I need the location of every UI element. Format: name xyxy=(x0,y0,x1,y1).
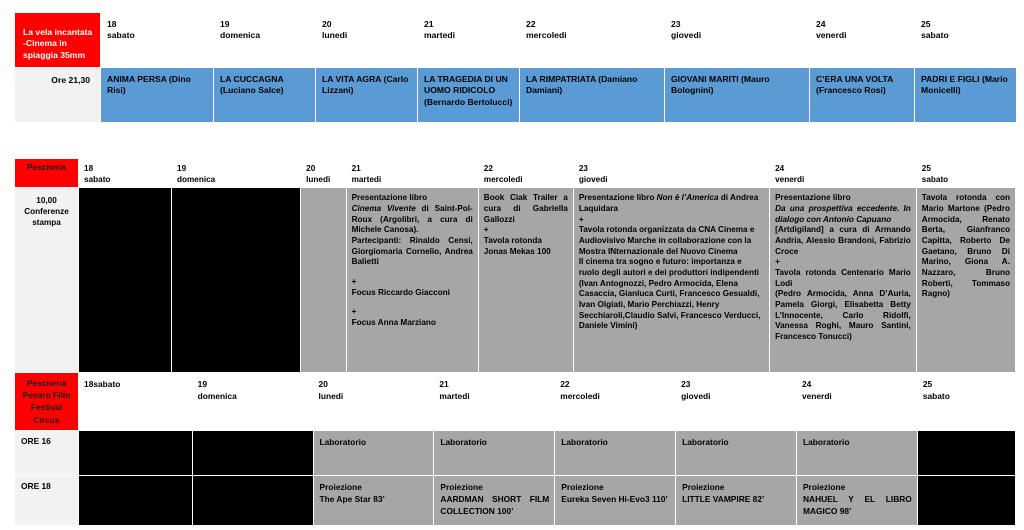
empty-cell-19 xyxy=(192,475,313,525)
lab-cell-20: Laboratorio xyxy=(313,430,434,475)
event-line: Presentazione libro xyxy=(351,193,428,203)
event-cell-22 xyxy=(478,188,573,378)
day-number: 23 xyxy=(578,164,588,173)
day-header-24 xyxy=(770,159,917,188)
empty-cell-25 xyxy=(917,475,1015,525)
lab-cell-22: Laboratorio xyxy=(555,430,676,475)
day-name: venerdi xyxy=(801,391,832,402)
day-header-24 xyxy=(796,373,917,431)
projection-label: Proiezione xyxy=(319,481,362,492)
day-name: sabato xyxy=(921,30,949,41)
day-header-24 xyxy=(810,13,915,68)
day-header-21 xyxy=(434,373,555,431)
event-line: Tavola rotonda xyxy=(483,235,542,245)
day-name: mercoledi xyxy=(560,391,600,402)
projection-cell-22 xyxy=(555,475,676,525)
table-row xyxy=(15,13,1017,68)
day-name: martedi xyxy=(424,30,456,41)
day-number: 24 xyxy=(801,379,812,389)
day-header-19 xyxy=(214,13,316,68)
day-number: 18 xyxy=(107,19,117,29)
day-header-23 xyxy=(573,159,769,188)
projection-title: AARDMAN SHORT FILM COLLECTION 100’ xyxy=(440,493,550,517)
event-line: Book Ciak Trailer a cura di Gabriella Gallozzi xyxy=(483,193,568,224)
film-cell-25: PADRI E FIGLI (Mario Monicelli) xyxy=(915,68,1017,123)
event-cell-23 xyxy=(573,188,769,378)
schedule-table-pescheria-conferenze xyxy=(14,158,1016,378)
book-title: Cinema Vivente xyxy=(351,203,416,213)
day-number: 22 xyxy=(483,164,493,173)
schedule-table-vela-incantata xyxy=(14,12,1017,123)
day-name: lunedi xyxy=(322,30,348,41)
day-number: 24 xyxy=(816,19,826,29)
event-line: + xyxy=(775,257,780,267)
lab-cell-23: Laboratorio xyxy=(676,430,797,475)
event-line: Jonas Mekas 100 xyxy=(483,246,551,256)
day-number: 19 xyxy=(197,379,207,389)
film-cell-19: LA CUCCAGNA (Luciano Salce) xyxy=(214,68,316,123)
day-name: giovedi xyxy=(578,174,608,184)
event-text: Presentazione libro xyxy=(578,193,657,203)
day-header-22 xyxy=(555,373,676,431)
event-line: + xyxy=(351,276,357,286)
day-header-18 xyxy=(79,373,193,431)
film-cell-22: LA RIMPATRIATA (Damiano Damiani) xyxy=(520,68,665,123)
film-cell-20: LA VITA AGRA (Carlo Lizzani) xyxy=(316,68,418,123)
table-row xyxy=(15,373,1016,431)
event-cell-24 xyxy=(770,188,917,378)
day-name: sabato xyxy=(84,174,111,184)
projection-label: Proiezione xyxy=(440,481,483,492)
day-name: lunedi xyxy=(318,391,344,402)
projection-label: Proiezione xyxy=(682,481,725,492)
table-row xyxy=(15,430,1016,475)
event-line: Il cinema tra sogno e futuro: importanza e ruolo degli autori e dei produttori indipendenti xyxy=(578,257,759,277)
film-cell-21: LA TRAGEDIA DI UN UOMO RIDICOLO (Bernardo Bertolucci) xyxy=(418,68,520,123)
day-header-25 xyxy=(916,159,1015,188)
projection-cell-24 xyxy=(796,475,917,525)
table-row xyxy=(15,475,1016,525)
projection-title: The Ape Star 83’ xyxy=(319,493,385,504)
day-name: mercoledi xyxy=(526,30,567,41)
event-line: Tavola rotonda organizzata da CNA Cinema e Audiovisivo Marche in collaborazione con la Mostra INternazionale del Nuovo Cinema xyxy=(578,225,755,256)
day-number: 18sabato xyxy=(84,379,121,389)
day-number: 25 xyxy=(921,19,931,29)
time-label-1000: 10,00 Conferenze stampa xyxy=(15,188,79,378)
empty-cell-19 xyxy=(172,188,301,378)
day-number: 18 xyxy=(84,164,94,173)
empty-cell-18 xyxy=(79,430,193,475)
empty-cell-18 xyxy=(79,188,172,378)
day-number: 25 xyxy=(921,164,931,173)
event-cell-25 xyxy=(916,188,1015,378)
day-number: 22 xyxy=(526,19,536,29)
projection-title: Eureka Seven Hi-Evo3 110’ xyxy=(561,493,668,504)
day-number: 21 xyxy=(439,379,449,389)
event-line: + xyxy=(351,307,357,317)
day-name: venerdi xyxy=(816,30,847,41)
event-line: + xyxy=(578,214,584,224)
projection-label: Proiezione xyxy=(802,481,846,492)
lab-cell-21: Laboratorio xyxy=(434,430,555,475)
book-title: Da una prospettiva eccedente. In dialogo con Antonio Capuano xyxy=(775,203,911,224)
venue-label-circus: Pescheria Pesaro Film Festival Circus xyxy=(15,373,79,431)
time-label-2130: Ore 21,30 xyxy=(15,68,101,123)
day-header-22 xyxy=(478,159,573,188)
event-line: (Ivan Antognozzi, Pedro Armocida, Elena Casaccia, Gianluca Curti, Francesco Gesualdi, Ivan Olgiati, Mario Perchiazzi, Henry Secchiaroli,Claudio Salvi, Francesco Verducci, Daniele Vimini) xyxy=(578,278,761,331)
event-line: Tavola rotonda con Mario Martone (Pedro Armocida, Renato Berta, Gianfranco Capitta, Roberto De Gaetano, Bruno Di Marino, Giona A. Nazzaro, Bruno Roberti, Tommaso Ragno) xyxy=(921,193,1010,299)
day-name: sabato xyxy=(107,30,135,41)
empty-cell-25 xyxy=(917,430,1015,475)
day-number: 24 xyxy=(775,164,785,173)
projection-label: Proiezione xyxy=(561,481,604,492)
day-header-20 xyxy=(301,159,346,188)
day-number: 25 xyxy=(922,379,933,389)
table-row xyxy=(15,68,1017,123)
day-name: domenica xyxy=(197,391,237,402)
event-line: Presentazione libro xyxy=(775,193,851,203)
book-title: Non è l’America xyxy=(656,193,719,203)
event-line xyxy=(579,193,764,214)
lab-cell-24: Laboratorio xyxy=(796,430,917,475)
event-line: Focus Riccardo Giacconi xyxy=(351,287,450,297)
event-line xyxy=(352,204,473,236)
day-number: 21 xyxy=(424,19,434,29)
event-line: (Pedro Armocida, Anna D’Auria, Pamela Giorgi, Elisabetta Betty L’Innocente, Carlo Ridolfi, Vanessa Roghi, Mauro Santini, Francesco Tonucci) xyxy=(775,289,911,341)
day-name: mercoledi xyxy=(483,174,523,184)
time-label-ore18: ORE 18 xyxy=(15,475,79,525)
spacer xyxy=(352,298,473,307)
day-number: 23 xyxy=(681,379,691,389)
day-header-18 xyxy=(79,159,172,188)
spacer xyxy=(352,268,473,277)
film-cell-24: C’ERA UNA VOLTA (Francesco Rosi) xyxy=(810,68,915,123)
day-number: 21 xyxy=(351,164,361,173)
book-detail: di Saint-Pol-Roux (Argolibri, a cura di Michele Canosa). xyxy=(351,203,473,235)
day-number: 20 xyxy=(306,164,316,173)
event-line: + xyxy=(483,225,489,235)
day-header-20 xyxy=(316,13,418,68)
projection-cell-21 xyxy=(434,475,555,525)
day-header-22 xyxy=(520,13,665,68)
schedule-table-pesaro-film-festival-circus xyxy=(14,372,1016,526)
day-name: martedi xyxy=(351,174,382,184)
day-name: lunedi xyxy=(306,174,331,184)
day-header-20 xyxy=(313,373,434,431)
event-cell-21 xyxy=(346,188,478,378)
day-number: 20 xyxy=(318,379,328,389)
empty-cell-18 xyxy=(79,475,193,525)
day-name: sabato xyxy=(921,174,949,184)
day-header-21 xyxy=(346,159,478,188)
day-number: 19 xyxy=(177,164,187,173)
day-name: domenica xyxy=(177,174,216,184)
day-name: giovedi xyxy=(681,391,711,402)
film-cell-18: ANIMA PERSA (Dino Risi) xyxy=(101,68,214,123)
day-header-25 xyxy=(917,373,1015,431)
event-line: Partecipanti: Rinaldo Censi, Giorgiomaria Cornelio, Andrea Balietti xyxy=(351,235,473,267)
table-row xyxy=(15,188,1016,378)
event-cell-20 xyxy=(301,188,346,378)
event-line: [Artdigiland] a cura di Armando Andria, Alessio Brandoni, Fabrizio Croce xyxy=(775,225,911,256)
table-row xyxy=(15,159,1016,188)
day-number: 19 xyxy=(220,19,230,29)
day-header-18 xyxy=(101,13,214,68)
time-label-ore16: ORE 16 xyxy=(15,430,79,475)
venue-label-pescheria: Pescheria xyxy=(15,159,79,188)
day-number: 20 xyxy=(322,19,332,29)
day-name: domenica xyxy=(220,30,261,41)
venue-label-vela: La vela incantata -Cinema in spiaggia 35mm xyxy=(15,13,101,68)
film-cell-23: GIOVANI MARITI (Mauro Bolognini) xyxy=(665,68,810,123)
projection-title: NAHUEL Y EL LIBRO MAGICO 98’ xyxy=(802,493,912,517)
projection-cell-23 xyxy=(676,475,797,525)
event-line: Focus Anna Marziano xyxy=(351,317,436,327)
day-name: martedi xyxy=(439,391,470,402)
day-header-23 xyxy=(665,13,810,68)
day-header-19 xyxy=(172,159,301,188)
event-text: di Andrea Laquidara xyxy=(578,193,759,213)
day-number: 23 xyxy=(671,19,681,29)
event-line: Tavola rotonda Centenario Mario Lodi xyxy=(775,267,911,288)
day-header-23 xyxy=(676,373,797,431)
projection-cell-20 xyxy=(313,475,434,525)
day-name: venerdi xyxy=(775,174,805,184)
day-number: 22 xyxy=(560,379,570,389)
day-name: giovedi xyxy=(671,30,702,41)
day-name: sabato xyxy=(922,391,950,402)
day-header-21 xyxy=(418,13,520,68)
empty-cell-19 xyxy=(192,430,313,475)
day-header-19 xyxy=(192,373,313,431)
projection-title: LITTLE VAMPIRE 82’ xyxy=(682,493,765,504)
day-header-25 xyxy=(915,13,1017,68)
